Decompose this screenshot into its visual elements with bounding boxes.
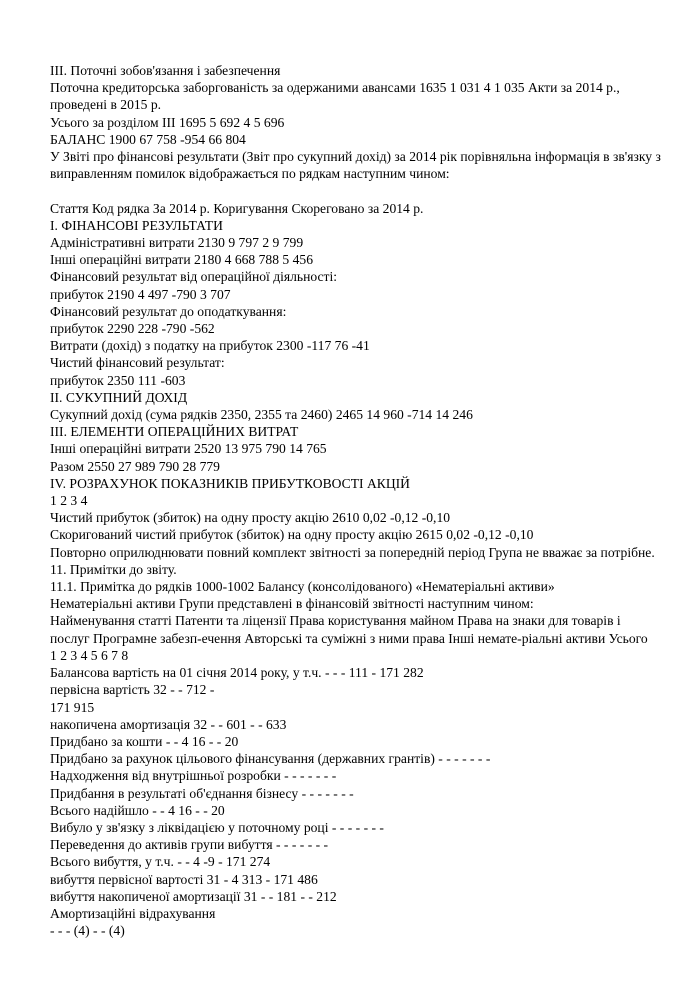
text-line: 11. Примітки до звіту. <box>50 561 177 577</box>
text-line: У Звіті про фінансові результати (Звіт про сукупний дохід) за 2014 рік порівняльна інформація в зв'язку з виправленням помилок відображається по рядкам наступним чином: <box>50 149 661 182</box>
text-line: Переведення до активів групи вибуття - - - - - - - <box>50 837 329 853</box>
text-line: Адміністративні витрати 2130 9 797 2 9 799 <box>50 235 304 251</box>
document-body <box>50 62 662 939</box>
text-line: Фінансовий результат від операційної діяльності: <box>50 269 338 285</box>
text-line: Інші операційні витрати 2180 4 668 788 5 456 <box>50 252 313 268</box>
text-line: Вибуло у зв'язку з ліквідацією у поточному році - - - - - - - <box>50 819 384 835</box>
text-line: БАЛАНС 1900 67 758 -954 66 804 <box>50 131 246 147</box>
text-line: III. Поточні зобов'язання і забезпечення <box>50 63 281 78</box>
text-line: Витрати (дохід) з податку на прибуток 2300 -117 76 -41 <box>50 338 370 354</box>
text-line: первісна вартість 32 - - 712 - <box>50 682 215 698</box>
text-line: вибуття накопиченої амортизації 31 - - 181 - - 212 <box>50 888 337 904</box>
text-line: Всього надійшло - - 4 16 - - 20 <box>50 802 225 818</box>
text-line: - - - (4) - - (4) <box>50 923 125 939</box>
text-line: Чистий фінансовий результат: <box>50 355 225 371</box>
text-line: I. ФІНАНСОВІ РЕЗУЛЬТАТИ <box>50 217 223 233</box>
text-line: Чистий прибуток (збиток) на одну просту акцію 2610 0,02 -0,12 -0,10 <box>50 510 451 526</box>
text-line: вибуття первісної вартості 31 - 4 313 - 171 486 <box>50 871 318 887</box>
text-line: Разом 2550 27 989 790 28 779 <box>50 458 220 474</box>
text-line: накопичена амортизація 32 - - 601 - - 633 <box>50 716 287 732</box>
text-line: Усього за розділом III 1695 5 692 4 5 696 <box>50 114 285 130</box>
text-line: Стаття Код рядка За 2014 р. Коригування Скореговано за 2014 р. <box>50 200 424 216</box>
text-line: Амортизаційні відрахування <box>50 905 216 921</box>
text-line: 1 2 3 4 <box>50 493 88 509</box>
text-line: IV. РОЗРАХУНОК ПОКАЗНИКІВ ПРИБУТКОВОСТІ АКЦІЙ <box>50 475 410 491</box>
text-line: Придбано за кошти - - 4 16 - - 20 <box>50 733 239 749</box>
text-line: 171 915 <box>50 699 95 715</box>
text-line: Інші операційні витрати 2520 13 975 790 14 765 <box>50 441 327 457</box>
text-line: Найменування статті Патенти та ліцензії Права користування майном Права на знаки для товарів і послуг Програмне забезп-ечення Авторські та суміжні з ними права Інші немате-ріальні активи Усього <box>50 613 648 646</box>
text-line: прибуток 2290 228 -790 -562 <box>50 321 215 337</box>
text-line: Поточна кредиторська заборгованість за одержаними авансами 1635 1 031 4 1 035 Акти за 2014 р., проведені в 2015 р. <box>50 80 620 113</box>
text-line: 1 2 3 4 5 6 7 8 <box>50 647 129 663</box>
text-line: Надходження від внутрішньої розробки - - - - - - - <box>50 768 337 784</box>
text-line: Нематеріальні активи Групи представлені в фінансовій звітності наступним чином: <box>50 596 534 612</box>
text-line: III. ЕЛЕМЕНТИ ОПЕРАЦІЙНИХ ВИТРАТ <box>50 424 299 440</box>
text-line: 11.1. Примітка до рядків 1000-1002 Балансу (консолідованого) «Нематеріальні активи» <box>50 579 555 595</box>
text-line: прибуток 2350 111 -603 <box>50 372 186 388</box>
text-line: Повторно оприлюднювати повний комплект звітності за попередній період Група не вважає за потрібне. <box>50 544 655 560</box>
text-line: Скоригований чистий прибуток (збиток) на одну просту акцію 2615 0,02 -0,12 -0,10 <box>50 527 534 543</box>
text-line: Фінансовий результат до оподаткування: <box>50 303 287 319</box>
blank-line <box>50 182 662 199</box>
text-line: Балансова вартість на 01 січня 2014 року, у т.ч. - - - 111 - 171 282 <box>50 665 424 681</box>
text-line: Придбання в результаті об'єднання бізнесу - - - - - - - <box>50 785 354 801</box>
text-line: прибуток 2190 4 497 -790 3 707 <box>50 286 231 302</box>
text-line: Сукупний дохід (сума рядків 2350, 2355 та 2460) 2465 14 960 -714 14 246 <box>50 407 473 423</box>
text-line: II. СУКУПНИЙ ДОХІД <box>50 389 188 405</box>
text-line: Придбано за рахунок цільового фінансування (державних грантів) - - - - - - - <box>50 751 491 767</box>
text-line: Всього вибуття, у т.ч. - - 4 -9 - 171 274 <box>50 854 271 870</box>
